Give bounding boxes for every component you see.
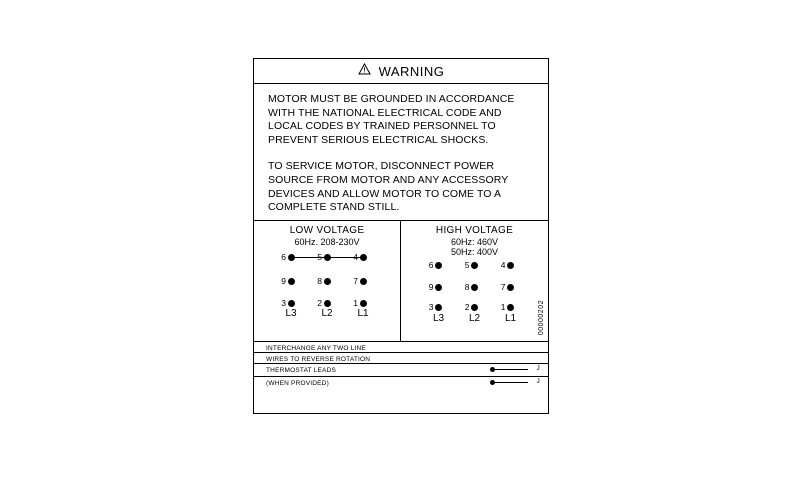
terminal-dot [471, 284, 478, 291]
lead-label: J [536, 378, 540, 385]
diagram-high-voltage [401, 221, 548, 341]
terminal-dot [288, 254, 295, 261]
thermostat-lead-symbol-2 [488, 378, 542, 386]
warning-title: WARNING [378, 63, 445, 79]
warning-paragraph-1: MOTOR MUST BE GROUNDED IN ACCORDANCE WITH THE NATIONAL ELECTRICAL CODE AND LOCAL CODES BY TRAINED PERSONNEL TO PREVENT SERIOUS ELECTRICAL SHOCKS. [268, 93, 515, 146]
terminal-dot [507, 284, 514, 291]
terminal-dot [471, 304, 478, 311]
terminal-dot [324, 278, 331, 285]
terminal-label: 7 [353, 275, 358, 286]
terminal-dot [288, 300, 295, 307]
low-voltage-terminal-grid [271, 247, 383, 319]
terminal-dot [288, 278, 295, 285]
terminal-label: 9 [281, 275, 286, 286]
terminal-label: 5 [464, 260, 470, 270]
terminal-label: 8 [464, 282, 470, 292]
phase-label: L3 [285, 308, 297, 319]
terminal-dot [435, 262, 442, 269]
terminal-dot [435, 284, 442, 291]
high-voltage-title: HIGH VOLTAGE [435, 225, 514, 236]
phase-label: L1 [357, 308, 369, 319]
phase-label: L3 [432, 312, 445, 324]
note-thermostat-leads [254, 364, 548, 377]
motor-nameplate-label [253, 58, 549, 414]
note-reverse-rotation: WIRES TO REVERSE ROTATION [254, 353, 548, 364]
note-when-provided [254, 377, 548, 390]
note-interchange-lines: INTERCHANGE ANY TWO LINE [254, 342, 548, 353]
terminal-dot [324, 300, 331, 307]
label-part-code: 00000202 [538, 299, 545, 335]
note-when-provided-text: (WHEN PROVIDED) [266, 379, 329, 387]
terminal-label: 6 [428, 260, 434, 270]
terminal-label: 1 [500, 302, 506, 312]
terminal-label: 7 [500, 282, 506, 292]
lead-label: J [536, 365, 540, 372]
warning-triangle-icon [358, 63, 371, 79]
phase-label: L1 [504, 312, 517, 324]
thermostat-lead-symbol-1 [488, 365, 542, 373]
warning-text-block [254, 84, 548, 221]
terminal-dot [360, 254, 367, 261]
wiring-diagrams [254, 221, 548, 342]
high-voltage-phase-labels [428, 313, 522, 324]
terminal-dot [507, 262, 514, 269]
lead-wire [494, 369, 528, 370]
terminal-label: 4 [500, 260, 506, 270]
note-thermostat-leads-text: THERMOSTAT LEADS [266, 366, 337, 374]
terminal-dot [435, 304, 442, 311]
terminal-dot [360, 300, 367, 307]
low-voltage-subtitle-1: 60Hz. 208-230V [294, 236, 360, 247]
terminal-label: 2 [464, 302, 470, 312]
high-voltage-terminal-grid [419, 258, 531, 324]
terminal-label: 4 [353, 251, 358, 262]
terminal-label: 3 [281, 297, 286, 308]
terminal-label: 1 [353, 297, 358, 308]
terminal-dot [471, 262, 478, 269]
lead-wire [494, 382, 528, 383]
terminal-label: 3 [428, 302, 434, 312]
warning-paragraph-2: TO SERVICE MOTOR, DISCONNECT POWER SOURCE FROM MOTOR AND ANY ACCESSORY DEVICES AND ALLOW MOTOR TO COME TO A COMPLETE STAND STILL. [268, 160, 509, 214]
terminal-label: 9 [428, 282, 434, 292]
terminal-dot [507, 304, 514, 311]
terminal-label: 8 [317, 275, 322, 286]
high-voltage-subtitle-1: 60Hz: 460V [450, 236, 499, 247]
low-voltage-phase-labels [280, 308, 374, 319]
terminal-dot [324, 254, 331, 261]
phase-label: L2 [321, 308, 333, 319]
high-voltage-subtitle-2: 50Hz: 400V [450, 247, 499, 257]
terminal-label: 5 [317, 251, 322, 262]
low-voltage-title: LOW VOLTAGE [289, 225, 365, 236]
terminal-dot [360, 278, 367, 285]
warning-header [254, 59, 548, 84]
phase-label: L2 [468, 312, 481, 324]
terminal-label: 6 [281, 251, 286, 262]
diagram-low-voltage [254, 221, 401, 341]
terminal-label: 2 [317, 297, 322, 308]
